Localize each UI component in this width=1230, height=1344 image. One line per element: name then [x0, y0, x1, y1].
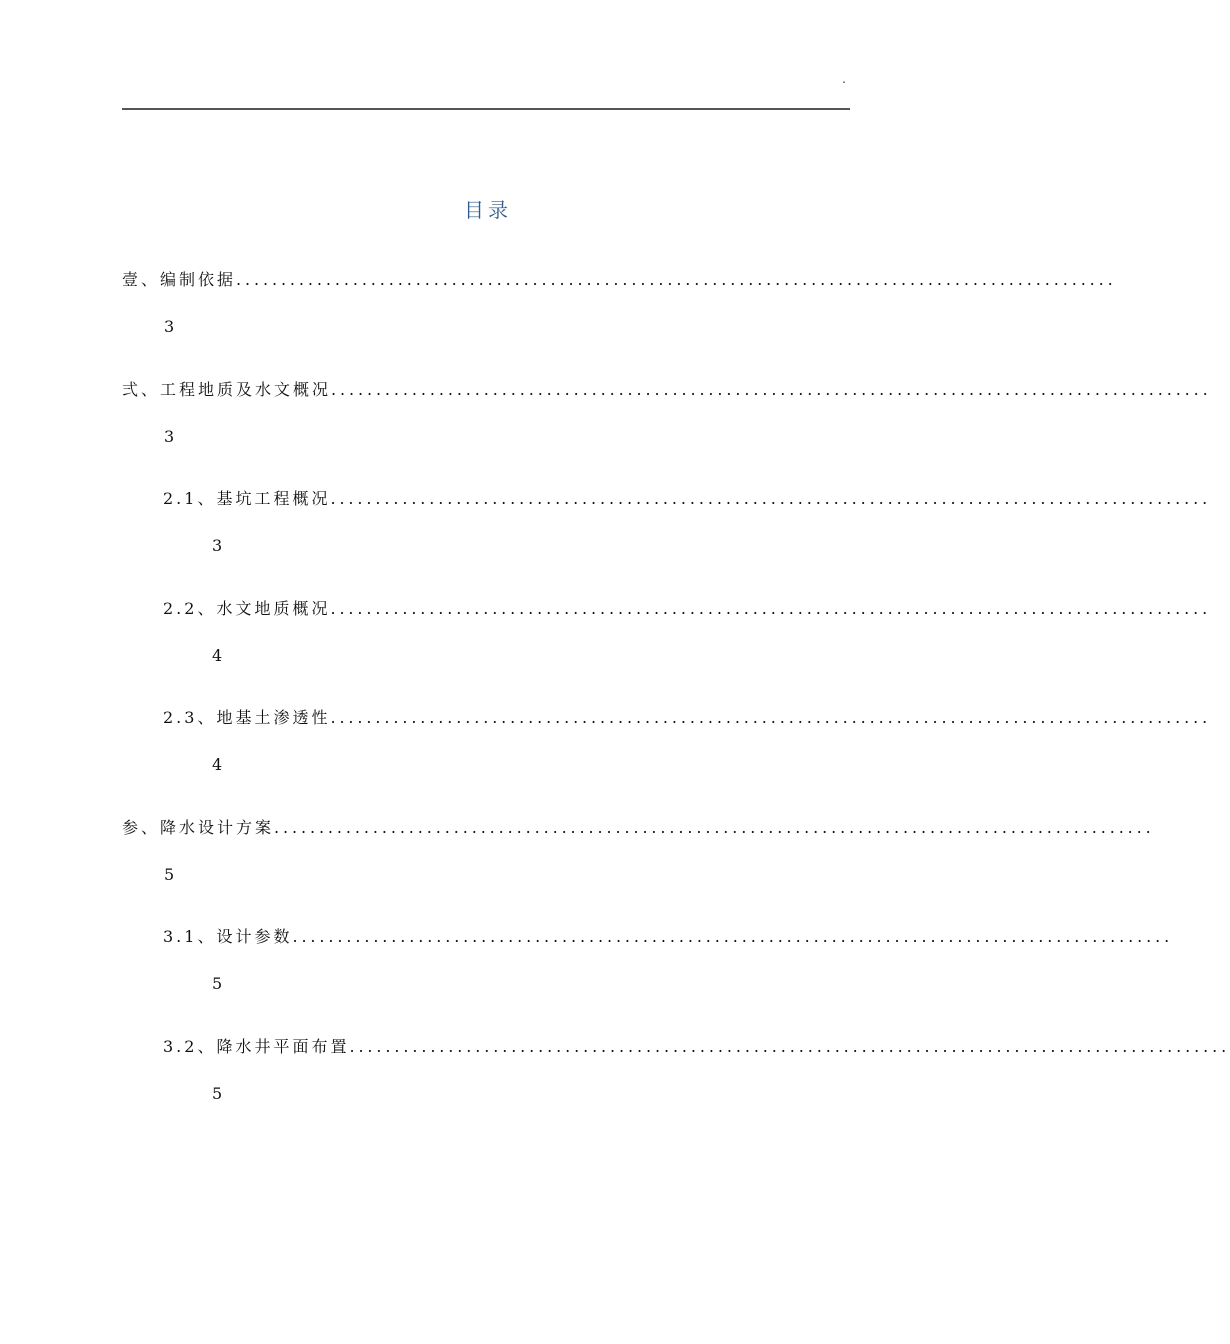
dot-leader: ..................................................................................................	[330, 599, 1212, 618]
toc-entry[interactable]	[163, 925, 1174, 949]
toc-page-number: 4	[212, 755, 223, 774]
toc-entry-text: 壹、编制依据	[122, 270, 237, 289]
dot-leader: ..................................................................................................	[236, 270, 1117, 289]
toc-page-number: 5	[212, 974, 223, 993]
toc-entry[interactable]	[122, 816, 1155, 840]
toc-entry-text: 3.2、降水井平面布置	[163, 1037, 350, 1056]
toc-page-number: 3	[212, 536, 223, 555]
toc-entry[interactable]	[122, 268, 1117, 292]
toc-entry-text: 2.3、地基土渗透性	[163, 708, 331, 727]
toc-entry-text: 3.1、设计参数	[163, 927, 293, 946]
toc-title: 目录	[464, 198, 512, 222]
toc-entry[interactable]	[163, 487, 1212, 511]
dot-leader: ..................................................................................................	[274, 818, 1155, 837]
toc-entry[interactable]	[163, 1035, 1230, 1059]
toc-page-number: 5	[212, 1084, 223, 1103]
dot-leader: ..................................................................................................	[331, 380, 1212, 399]
toc-entry-text: 参、降水设计方案	[122, 818, 275, 837]
toc-entry-text: 2.1、基坑工程概况	[163, 489, 331, 508]
toc-entry-text: 弍、工程地质及水文概况	[122, 380, 332, 399]
dot-leader: ..................................................................................................	[292, 927, 1174, 946]
header-rule	[122, 108, 850, 110]
toc-page-number: 3	[164, 317, 175, 336]
header-mark: .	[842, 72, 846, 86]
toc-page-number: 5	[164, 865, 175, 884]
dot-leader: ..................................................................................................	[330, 708, 1212, 727]
toc-entry[interactable]	[163, 706, 1212, 730]
toc-entry[interactable]	[122, 378, 1212, 402]
toc-page-number: 3	[164, 427, 175, 446]
dot-leader: ..................................................................................................	[330, 489, 1212, 508]
toc-entry-text: 2.2、水文地质概况	[163, 599, 331, 618]
toc-entry[interactable]	[163, 597, 1212, 621]
toc-page-number: 4	[212, 646, 223, 665]
dot-leader: ..................................................................................................	[349, 1037, 1230, 1056]
